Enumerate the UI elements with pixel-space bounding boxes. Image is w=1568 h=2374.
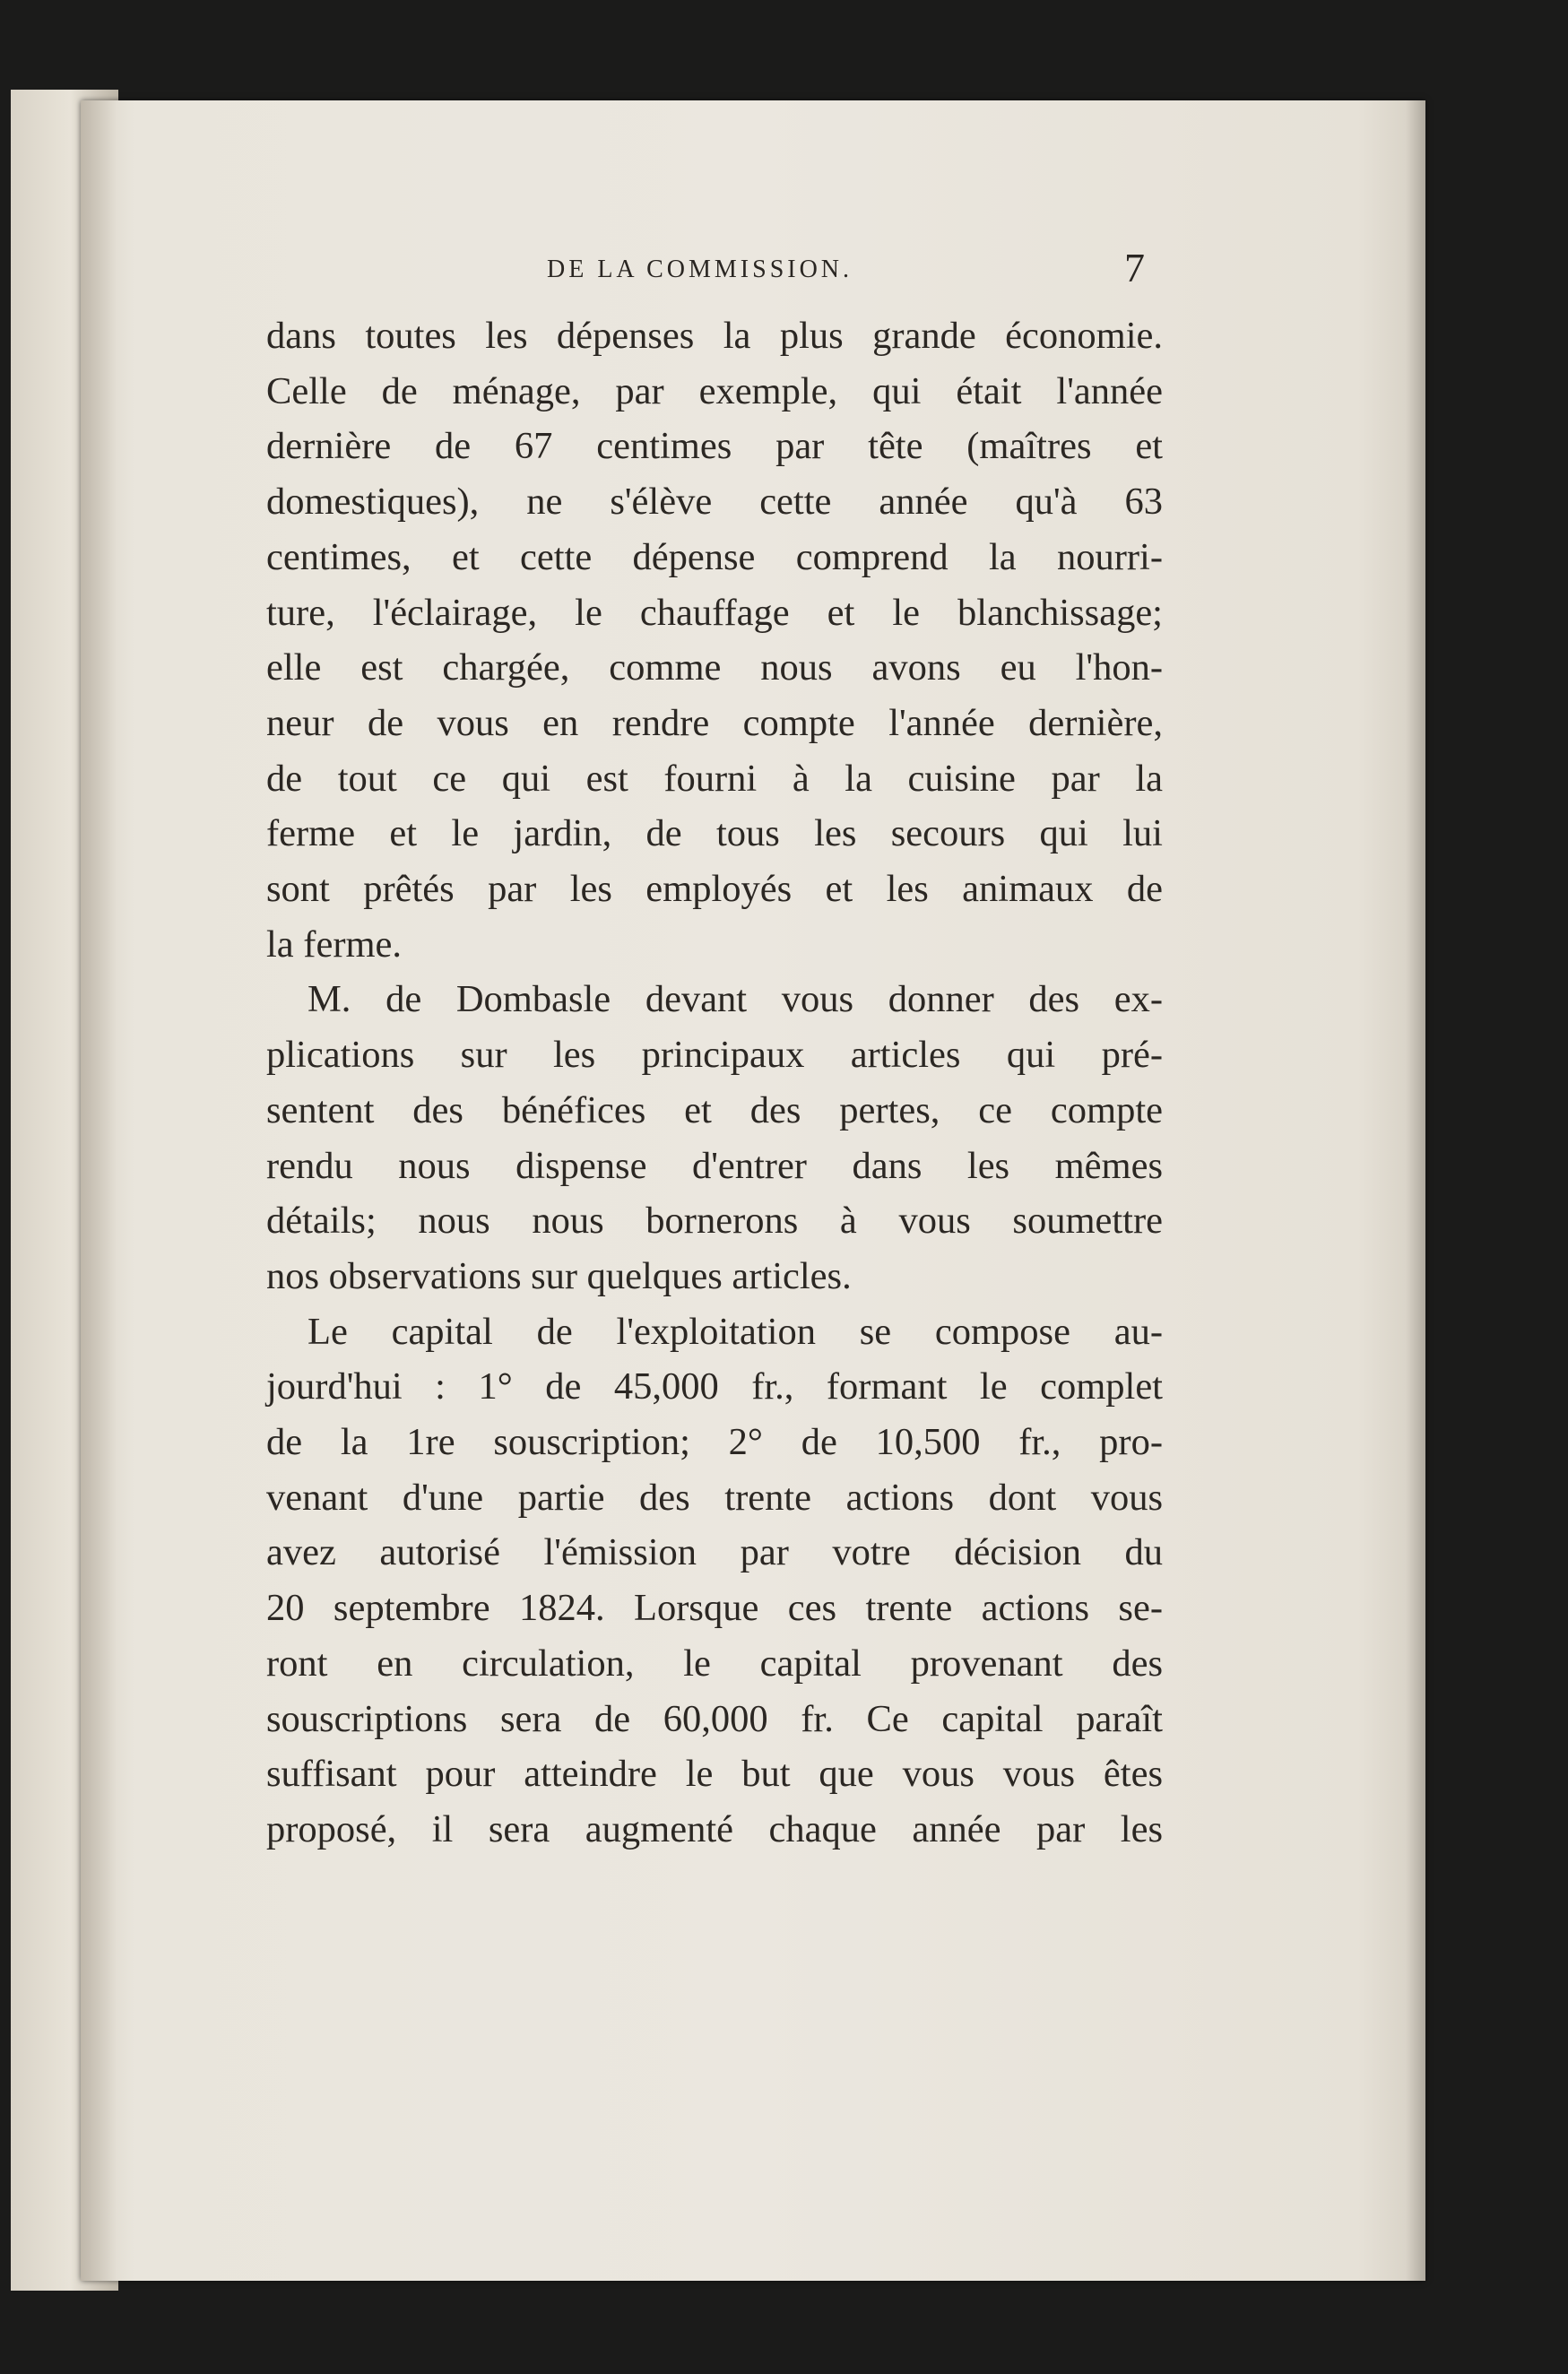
text-line: elle est chargée, comme nous avons eu l'hon- [266,646,1163,689]
text-line: plications sur les principaux articles qui pré- [266,1034,1163,1077]
text-line: dans toutes les dépenses la plus grande économie. [266,315,1163,357]
text-line: proposé, il sera augmenté chaque année par les [266,1807,1163,1850]
text-line: ferme et le jardin, de tous les secours qui lui [266,812,1163,855]
text-line: ront en circulation, le capital provenant des [266,1642,1163,1685]
text-line: neur de vous en rendre compte l'année dernière, [266,701,1163,744]
text-line: souscriptions sera de 60,000 fr. Ce capital paraît [266,1697,1163,1740]
body-text [266,308,1163,1858]
text-line: de la 1re souscription; 2° de 10,500 fr., pro- [266,1421,1163,1464]
text-line: dernière de 67 centimes par tête (maîtres et [266,425,1163,468]
text-line: centimes, et cette dépense comprend la nourri- [266,535,1163,578]
paragraph-start-line: M. de Dombasle devant vous donner des ex- [308,978,1163,1021]
page-number: 7 [1124,245,1145,290]
running-header: DE LA COMMISSION. [547,256,853,283]
text-line: sont prêtés par les employés et les animaux de [266,868,1163,911]
page-gutter-shadow [81,100,117,2281]
text-line: ture, l'éclairage, le chauffage et le blanchissage; [266,591,1163,634]
page-edge-shadow [1406,100,1425,2281]
text-line: 20 septembre 1824. Lorsque ces trente actions se- [266,1587,1163,1630]
paragraph-end-line: nos observations sur quelques articles. [266,1254,852,1297]
text-line: de tout ce qui est fourni à la cuisine par la [266,757,1163,800]
paragraph-end-line: la ferme. [266,923,403,966]
text-line: domestiques), ne s'élève cette année qu'à 63 [266,481,1163,524]
paragraph-start-line: Le capital de l'exploitation se compose au- [308,1310,1163,1353]
text-line: Celle de ménage, par exemple, qui était l'année [266,369,1163,412]
text-line: venant d'une partie des trente actions dont vous [266,1476,1163,1519]
text-line: jourd'hui : 1° de 45,000 fr., formant le complet [266,1365,1163,1408]
text-line: détails; nous nous bornerons à vous soumettre [266,1200,1163,1243]
text-line: sentent des bénéfices et des pertes, ce compte [266,1088,1163,1131]
text-line: avez autorisé l'émission par votre décision du [266,1531,1163,1574]
text-line: suffisant pour atteindre le but que vous vous êtes [266,1753,1163,1796]
text-line: rendu nous dispense d'entrer dans les mêmes [266,1144,1163,1187]
